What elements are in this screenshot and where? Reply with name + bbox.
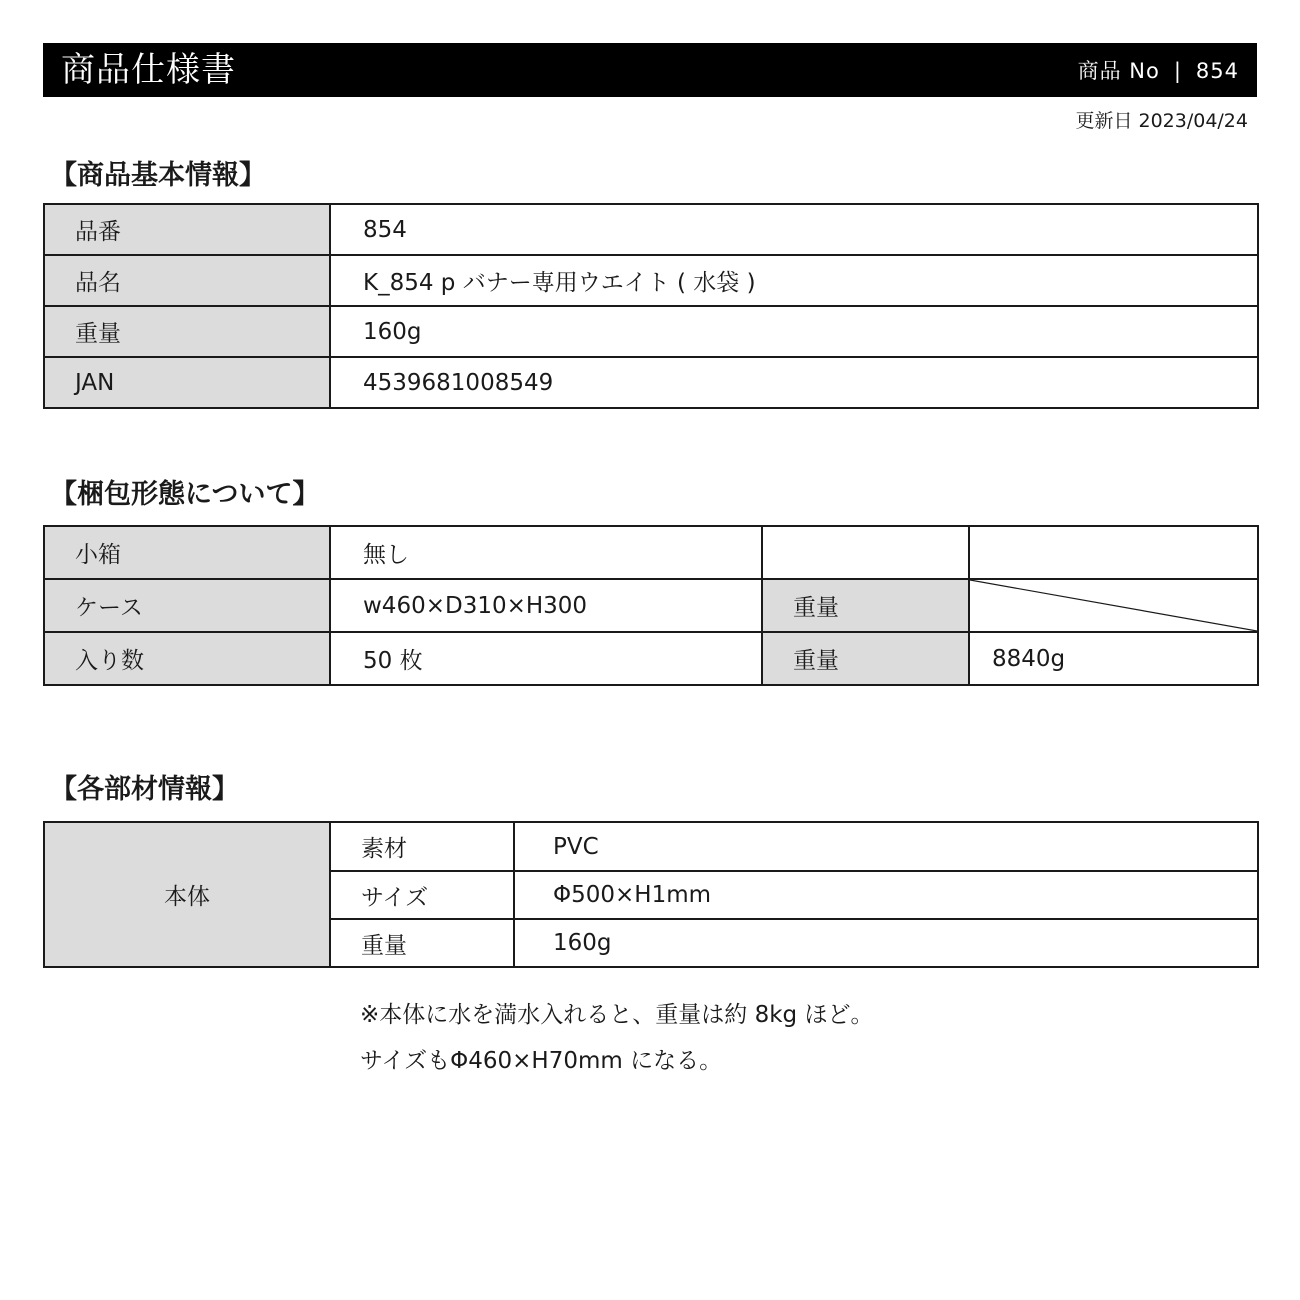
- table-row: [44, 357, 1258, 408]
- row-label: 品名: [44, 255, 330, 306]
- basic-info-heading: 【商品基本情報】: [50, 160, 266, 191]
- parts-table: [43, 821, 1259, 968]
- row-label: 重量: [44, 306, 330, 357]
- diagonal-line: [970, 580, 1257, 631]
- row-value: PVC: [514, 822, 1258, 871]
- basic-info-table: [43, 203, 1259, 409]
- product-number-label: 商品 No: [1077, 59, 1160, 83]
- table-row: [44, 526, 1258, 579]
- updated-date: 更新日 2023/04/24: [1075, 110, 1248, 132]
- weight-value: 8840g: [969, 632, 1258, 685]
- table-row: [44, 579, 1258, 632]
- part-name: 本体: [44, 822, 330, 967]
- row-value: 160g: [330, 306, 1258, 357]
- row-value: 無し: [330, 526, 762, 579]
- product-number: [1078, 57, 1239, 85]
- row-value: 4539681008549: [330, 357, 1258, 408]
- row-label: ケース: [44, 579, 330, 632]
- row-label: 品番: [44, 204, 330, 255]
- packing-heading: 【梱包形態について】: [50, 479, 320, 510]
- row-value: w460×D310×H300: [330, 579, 762, 632]
- table-row: [44, 306, 1258, 357]
- separator: |: [1173, 59, 1182, 83]
- row-value: K_854 p バナー専用ウエイト ( 水袋 ): [330, 255, 1258, 306]
- row-label: 入り数: [44, 632, 330, 685]
- table-row: [44, 822, 1258, 871]
- empty-cell: [762, 526, 969, 579]
- packing-table: [43, 525, 1259, 686]
- weight-label: 重量: [762, 579, 969, 632]
- table-row: [44, 632, 1258, 685]
- weight-label: 重量: [762, 632, 969, 685]
- note-line: ※本体に水を満水入れると、重量は約 8kg ほど。: [360, 1002, 874, 1028]
- parts-heading: 【各部材情報】: [50, 774, 239, 805]
- row-value: Φ500×H1mm: [514, 871, 1258, 919]
- empty-cell: [969, 526, 1258, 579]
- row-label: サイズ: [330, 871, 514, 919]
- row-label: 小箱: [44, 526, 330, 579]
- table-row: [44, 204, 1258, 255]
- row-label: 素材: [330, 822, 514, 871]
- row-value: 160g: [514, 919, 1258, 967]
- product-number-value: 854: [1195, 59, 1239, 83]
- row-label: 重量: [330, 919, 514, 967]
- row-value: 50 枚: [330, 632, 762, 685]
- diagonal-empty-cell: [969, 579, 1258, 632]
- row-value: 854: [330, 204, 1258, 255]
- document-title: 商品仕様書: [61, 50, 236, 90]
- header-bar: [43, 43, 1257, 97]
- table-row: [44, 255, 1258, 306]
- row-label: JAN: [44, 357, 330, 408]
- note-line: サイズもΦ460×H70mm になる。: [360, 1048, 723, 1074]
